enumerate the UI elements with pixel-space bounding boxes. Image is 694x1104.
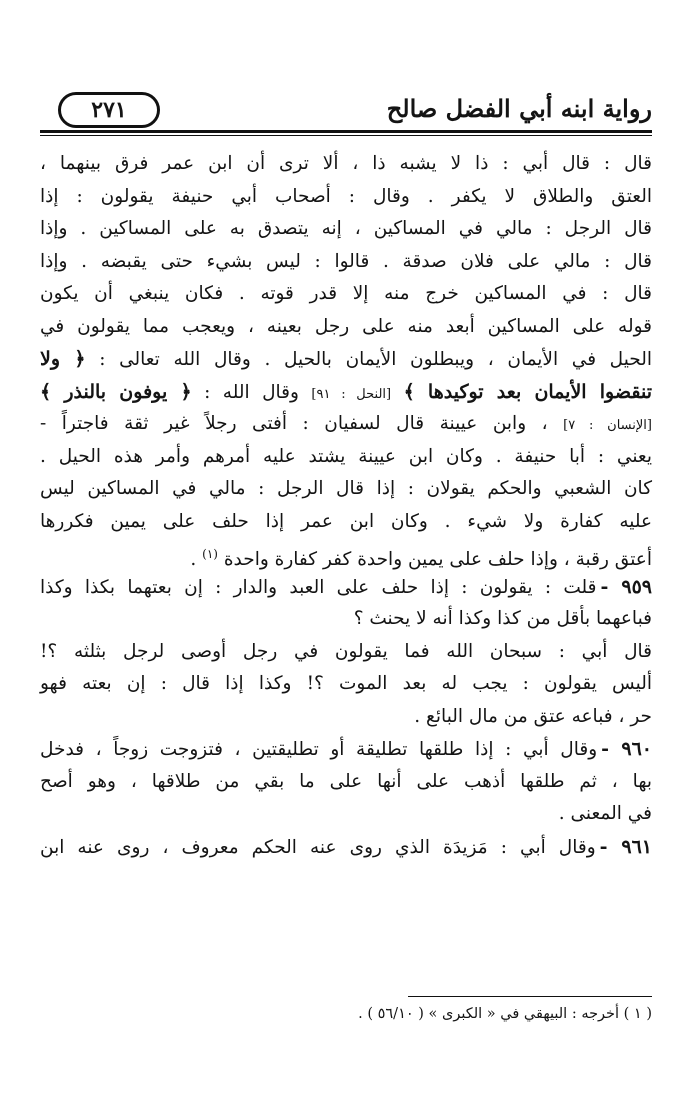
text-line: قال : مالي على فلان صدقة . قالوا : ليس بشيء حتى يقبضه . وإذا (40, 250, 652, 272)
text-segment: قلت : يقولون : إذا حلف على العبد والدار : إن بعتهما بكذا وكذا (40, 576, 597, 598)
text-line: قال : في المساكين خرج منه إلا قدر قوته . فكان ينبغي أن يكون (40, 283, 652, 304)
verse-reference: [النحل : ٩١] (311, 386, 392, 402)
text-line: قال أبي : سبحان الله فما يقولون في رجل أوصى لرجل بثلثه ؟! (40, 640, 652, 662)
text-segment: أعتق رقبة ، وإذا حلف على يمين واحدة كفر كفارة واحدة (223, 549, 652, 571)
page-number-badge (58, 92, 160, 128)
text-line: قال الرجل : مالي في المساكين ، إنه يتصدق به على المساكين . وإذا (40, 218, 652, 239)
main-text (40, 148, 652, 863)
text-line: عليه كفارة ولا شيء . وكان ابن عمر إذا حلف على يمين فكررها (40, 510, 652, 532)
text-line (40, 831, 652, 864)
page-number: ٢٧١ (91, 97, 127, 123)
text-line: يعني : أبا حنيفة . وكان ابن عيينة يشتد عليه أمرهم وأمر هذه الحيل . (40, 445, 652, 467)
text-line (40, 376, 652, 409)
text-line (40, 538, 652, 571)
paragraph-number: ٩٦٠ - (601, 738, 652, 760)
text-line: قال : قال أبي : ذا لا يشبه ذا ، ألا ترى أن ابن عمر فرق بينهما ، (40, 153, 652, 174)
running-title: رواية ابنه أبي الفضل صالح (386, 94, 652, 123)
text-line: في المعنى . (558, 803, 652, 824)
quran-verse: تنقضوا الأيمان بعد توكيدها ﴾ (403, 380, 652, 403)
text-line (40, 343, 652, 376)
text-segment: وقال أبي : إذا طلقها تطليقة أو تطليقتين ، فتزوجت زوجاً ، فدخل (40, 739, 598, 760)
text-segment: ، وابن عيينة قال لسفيان : أفتى رجلاً غير ثقة فاجتراً - (40, 413, 548, 434)
text-line: كان الشعبي والحكم يقولان : إذا قال الرجل : مالي في المساكين ليس (40, 478, 652, 499)
text-line: العتق والطلاق لا يكفر . وقال : أصحاب أبي حنيفة يقولون : إذا (40, 185, 652, 207)
paragraph-number: ٩٦١ - (599, 835, 652, 858)
text-segment: وقال أبي : مَزيدَة الذي روى عنه الحكم معروف ، روى عنه ابن (40, 836, 596, 858)
text-line (40, 571, 652, 604)
footnote-marker: (١) (202, 547, 218, 561)
header-rule-thick (40, 130, 652, 133)
text-line: قوله على المساكين أبعد منه على رجل بعينه ، ويعجب مما يقولون في (40, 315, 652, 337)
text-line: أليس يقولون : يجب له بعد الموت ؟! وكذا إذا قال : إن بعته فهو (40, 673, 652, 694)
footnote: ( ١ ) أخرجه : البيهقي في « الكبرى » ( ٥٦/١٠ ) . (358, 1006, 652, 1022)
header-rule-thin (40, 135, 652, 136)
text-line (40, 408, 652, 441)
paragraph-number: ٩٥٩ - (600, 575, 652, 598)
text-line: حر ، فباعه عتق من مال البائع . (414, 705, 652, 727)
page-header (40, 88, 652, 140)
text-segment: . (190, 549, 197, 571)
text-line: بها ، ثم طلقها أذهب على أنها على ما بقي من طلاقها ، وهو أصح (40, 770, 652, 792)
quran-verse: ﴿ يوفون بالنذر ﴾ (40, 380, 192, 403)
text-line: فباعهما بأقل من كذا وكذا أنه لا يحنث ؟ (353, 608, 652, 629)
text-segment: الحيل في الأيمان ، ويبطلون الأيمان بالحيل . وقال الله تعالى : (99, 349, 652, 370)
verse-reference: [الإنسان : ٧] (563, 418, 652, 433)
quran-verse: ﴿ ولا (40, 348, 86, 370)
footnote-rule (408, 996, 652, 997)
text-line (40, 733, 652, 766)
text-segment: وقال الله : (204, 381, 299, 403)
